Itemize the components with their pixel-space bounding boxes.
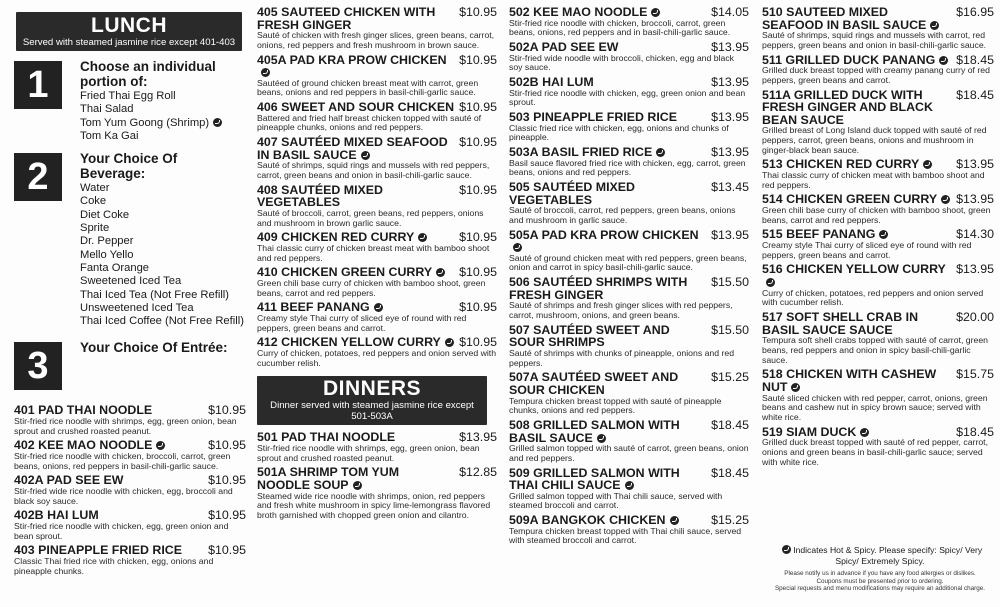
- spicy-icon: [156, 441, 165, 450]
- menu-item-name: [509, 6, 660, 19]
- spicy-icon: [939, 56, 948, 65]
- step-option-label: Sweetened Iced Tea: [80, 275, 182, 288]
- menu-item-description: Sauté of shrimps, squid rings and mussels with red peppers, carrot, green beans and onion in basil-chili-garlic sauce.: [257, 160, 490, 181]
- menu-item: [257, 431, 497, 463]
- step-body: [80, 151, 246, 328]
- menu-item: [762, 426, 994, 468]
- menu-item-description: Thai classic curry of chicken meat with bamboo shoot and red peppers.: [762, 170, 985, 190]
- menu-item-name: [762, 89, 952, 127]
- step-option-label: Sprite: [80, 222, 110, 235]
- menu-item-header: [509, 76, 749, 89]
- spicy-icon: [860, 428, 869, 437]
- step-option-label: Thai Iced Tea (Not Free Refill): [80, 288, 230, 301]
- menu-item: [257, 466, 497, 520]
- menu-item: [762, 6, 994, 51]
- spicy-icon: [418, 233, 427, 242]
- lunch-subtitle: Served with steamed jasmine rice except 401-403: [22, 37, 236, 48]
- menu-item-name-text: 507A SAUTÉED SWEET AND SOUR CHICKEN: [509, 370, 679, 397]
- menu-item-header: [257, 466, 497, 491]
- menu-item-price: $10.95: [208, 438, 246, 453]
- menu-item-description: Classic Thai fried rice with chicken, egg, onions and pineapple chunks.: [14, 556, 214, 576]
- menu-item-description: Stir-fried rice noodle with chicken, egg, green onion and bean sprout.: [14, 521, 229, 541]
- step-title: Choose an individual portion of:: [80, 59, 216, 89]
- menu-item: [762, 263, 994, 308]
- menu-item-name: [257, 466, 455, 491]
- menu-item-description: Stir-fried rice noodle with chicken, egg, green onion and bean sprout.: [509, 87, 746, 108]
- menu-item: [257, 336, 497, 368]
- spicy-icon: [625, 481, 634, 490]
- menu-item-name-text: 510 SAUTEED MIXED SEAFOOD IN BASIL SAUCE: [762, 5, 927, 32]
- menu-item-name-text: 517 SOFT SHELL CRAB IN BASIL SAUCE SAUCE: [762, 310, 919, 337]
- menu-item-name-text: 509A BANGKOK CHICKEN: [509, 513, 666, 528]
- menu-item-price: $13.95: [956, 262, 994, 277]
- menu-item-price: $18.45: [956, 424, 994, 439]
- step-option: [80, 249, 246, 262]
- menu-item-description: Sauté of ground chicken meat with red peppers, green beans, onion and carrot in spicy basil-chili-garlic sauce.: [509, 252, 747, 273]
- spicy-icon: [436, 268, 445, 277]
- menu-item: [762, 368, 994, 422]
- step-title: Your Choice Of Beverage:: [80, 151, 178, 182]
- spicy-icon: [361, 151, 370, 160]
- menu-item-price: $10.95: [459, 135, 497, 150]
- menu-column-3: [509, 6, 749, 549]
- fine-print-line: Please notify us in advance if you have any food allergies or dislikes.: [784, 570, 976, 577]
- step-option: [80, 315, 246, 328]
- menu-item: [14, 474, 246, 506]
- lunch-step: [14, 59, 246, 143]
- menu-item-description: Green chili base curry of chicken with bamboo shoot, green beans, carrot and red peppers.: [257, 277, 486, 298]
- step-option-label: Water: [80, 182, 110, 195]
- menu-item-name: [509, 467, 707, 492]
- menu-item: [14, 544, 246, 576]
- menu-item: [257, 231, 497, 263]
- menu-item-price: $15.50: [711, 275, 749, 290]
- menu-item-price: $16.95: [956, 5, 994, 19]
- step-option-label: Tom Ka Gai: [80, 129, 139, 142]
- spicy-icon: [656, 148, 665, 157]
- menu-item-name-text: 506 SAUTÉED SHRIMPS WITH FRESH GINGER: [509, 275, 688, 302]
- menu-item-name-text: 519 SIAM DUCK: [762, 424, 857, 439]
- spicy-icon: [445, 338, 454, 347]
- menu-item-description: Stir-fried wide noodle with broccoli, chicken, egg and black soy sauce.: [509, 52, 735, 73]
- menu-item: [509, 181, 749, 226]
- dinner-entree-list-1: [257, 431, 497, 520]
- menu-item-header: [762, 311, 994, 336]
- step-option: [80, 209, 246, 222]
- menu-item-price: $10.95: [459, 230, 497, 245]
- menu-item: [257, 136, 497, 181]
- step-options: [80, 182, 246, 328]
- spicy-icon: [782, 545, 791, 554]
- menu-item-name-text: 518 CHICKEN WITH CASHEW NUT: [762, 367, 937, 394]
- menu-column-2: [257, 6, 497, 524]
- menu-item-description: Curry of chicken, potatoes, red peppers and onion served with cucumber relish.: [257, 347, 497, 368]
- menu-notes: [768, 545, 992, 593]
- step-number: 3: [14, 342, 62, 390]
- menu-item-name: [762, 6, 952, 31]
- menu-item-price: $13.95: [459, 430, 497, 445]
- menu-item-name-text: 502 KEE MAO NOODLE: [509, 5, 648, 19]
- menu-item-header: [509, 6, 749, 19]
- spicy-icon: [923, 160, 932, 169]
- menu-item: [509, 514, 749, 546]
- menu-item-description: Basil sauce flavored fried rice with chicken, egg, carrot, green beans, onions and red peppers.: [509, 157, 746, 178]
- spicy-icon: [879, 230, 888, 239]
- step-number: 2: [14, 153, 62, 201]
- step-option: [80, 302, 246, 315]
- menu-item: [257, 54, 497, 99]
- menu-item-name-text: 511A GRILLED DUCK WITH FRESH GINGER AND BLACK BEAN SAUCE: [762, 87, 933, 127]
- menu-item-price: $14.05: [711, 5, 749, 19]
- menu-item-name-text: 514 CHICKEN GREEN CURRY: [762, 192, 938, 207]
- menu-item-price: $15.25: [711, 513, 749, 528]
- menu-item: [14, 404, 246, 436]
- menu-item-name-text: 509 GRILLED SALMON WITH THAI CHILI SAUCE: [509, 465, 680, 493]
- menu-item-description: Stir-fried rice noodle with chicken, broccoli, carrot, green beans, onions, red peppers in basil-chili-garlic sauce.: [14, 451, 231, 471]
- lunch-entree-list-2: [257, 6, 497, 368]
- menu-item-name-text: 401 PAD THAI NOODLE: [14, 403, 153, 418]
- menu-item-price: $13.45: [711, 180, 749, 194]
- menu-item-header: [762, 89, 994, 127]
- menu-item-price: $10.95: [459, 300, 497, 315]
- menu-item-name-text: 402 KEE MAO NOODLE: [14, 438, 153, 453]
- menu-item: [14, 439, 246, 471]
- spicy-legend-text: Indicates Hot & Spicy. Please specify: Spicy/ Very Spicy/ Extremely Spicy.: [793, 545, 983, 566]
- menu-item-header: [509, 324, 749, 349]
- menu-item-name: [509, 146, 665, 159]
- menu-item-name: [257, 136, 455, 161]
- menu-item-name-text: 503 PINEAPPLE FRIED RICE: [509, 110, 678, 124]
- fine-print-line: Coupons must be presented prior to ordering.: [816, 577, 944, 585]
- menu-item-name-text: 402B HAI LUM: [14, 508, 99, 523]
- spicy-icon: [651, 8, 660, 17]
- menu-item-description: Grilled duck breast topped with creamy panang curry of red peppers, green beans and carrot.: [762, 65, 990, 85]
- menu-item-name: [509, 111, 677, 124]
- menu-item-name-text: 507 SAUTÉED SWEET AND SOUR SHRIMPS: [509, 322, 670, 350]
- menu-item: [762, 193, 994, 225]
- menu-item-description: Grilled salmon topped with Thai chili sauce, served with steamed broccoli and carrot.: [509, 490, 723, 511]
- menu-item-name-text: 410 CHICKEN GREEN CURRY: [257, 265, 433, 280]
- menu-item-price: $13.95: [711, 110, 749, 124]
- menu-item-price: $15.25: [711, 370, 749, 385]
- lunch-step: [14, 151, 246, 328]
- menu-item-price: $13.95: [711, 40, 749, 54]
- lunch-title: LUNCH: [91, 14, 167, 37]
- menu-item-description: Battered and fried half breast chicken topped with sauté of pineapple chunks, onions and red peppers.: [257, 112, 482, 133]
- menu-item-name-text: 402A PAD SEE EW: [14, 473, 124, 488]
- menu-item-price: $10.95: [208, 473, 246, 488]
- spicy-icon: [261, 68, 270, 77]
- spicy-icon: [941, 195, 950, 204]
- menu-item-name: [509, 276, 707, 301]
- menu-item-description: Sauté of chicken with fresh ginger slices, green beans, carrot, onions, red peppers and fresh mushroom in brown sauce.: [257, 30, 495, 50]
- menu-item-name: [257, 184, 455, 209]
- step-option: [80, 235, 246, 248]
- menu-item-header: [257, 54, 497, 79]
- step-option: [80, 117, 246, 130]
- menu-item-header: [509, 111, 749, 124]
- menu-item-name: [762, 311, 952, 336]
- menu-item-name: [509, 41, 618, 54]
- menu-item-description: Creamy style Thai curry of sliced eye of round with red peppers, green beans and carrot.: [257, 312, 467, 333]
- menu-item: [509, 6, 749, 38]
- menu-item-price: $13.95: [711, 75, 749, 89]
- menu-item: [509, 76, 749, 108]
- menu-item-name: [509, 181, 707, 206]
- menu-item-price: $18.45: [711, 417, 749, 432]
- menu-item: [509, 146, 749, 178]
- step-number: 1: [14, 61, 62, 109]
- menu-item-name-text: 405 SAUTEED CHICKEN WITH FRESH GINGER: [257, 5, 436, 32]
- menu-item: [257, 101, 497, 133]
- dinners-banner: [257, 376, 487, 425]
- menu-item: [257, 6, 497, 51]
- step-option: [80, 289, 246, 302]
- menu-item-price: $13.95: [956, 157, 994, 172]
- menu-item-name-text: 502B HAI LUM: [509, 75, 594, 89]
- menu-item-name-text: 403 PINEAPPLE FRIED RICE: [14, 543, 183, 558]
- menu-item-price: $13.95: [711, 145, 749, 159]
- dinner-entree-list-3: [762, 6, 994, 467]
- menu-item-name: [257, 54, 455, 79]
- menu-item-name: [257, 6, 455, 31]
- menu-item-description: Tempura chicken breast topped with Thai chili sauce, served with steamed broccoli and carrot.: [509, 525, 742, 546]
- step-title: Your Choice Of Entrée:: [80, 340, 228, 356]
- menu-item-name: [762, 368, 952, 393]
- spicy-icon: [213, 118, 222, 127]
- menu-item: [762, 89, 994, 156]
- menu-item-price: $10.95: [459, 5, 497, 19]
- menu-item-description: Tempura soft shell crabs topped with sauté of carrot, green beans, red peppers and onion in spicy basil-chili-garlic sauce.: [762, 335, 988, 365]
- step-option: [80, 103, 246, 116]
- step-option-label: Dr. Pepper: [80, 235, 134, 248]
- step-option-label: Tom Yum Goong (Shrimp): [80, 116, 210, 129]
- menu-column-4: [762, 6, 994, 470]
- menu-item-name-text: 503A BASIL FRIED RICE: [509, 145, 653, 159]
- step-body: [80, 340, 228, 355]
- menu-item-price: $14.30: [956, 227, 994, 242]
- menu-item-name: [509, 514, 679, 527]
- menu-item-name-text: 508 GRILLED SALMON WITH BASIL SAUCE: [509, 417, 680, 445]
- menu-item-header: [257, 184, 497, 209]
- menu-item: [762, 158, 994, 190]
- menu-item-description: Sauté of broccoli, carrot, green beans, red peppers, onions and mushroom in brown garlic sauce.: [257, 207, 484, 228]
- menu-item-name-text: 409 CHICKEN RED CURRY: [257, 230, 415, 245]
- fine-print-line: Special requests and menu modifications may require an additional charge.: [774, 585, 986, 593]
- menu-item-name-text: 408 SAUTÉED MIXED VEGETABLES: [257, 182, 384, 210]
- menu-item: [509, 324, 749, 369]
- menu-item-header: [762, 263, 994, 288]
- menu-item-description: Steamed wide rice noodle with shrimps, onion, red peppers and fresh white mushroom in spicy lime-lemongrass flavored broth garnished with chopped green onion and cilantro.: [257, 490, 491, 520]
- menu-item-name-text: 405A PAD KRA PROW CHICKEN: [257, 52, 447, 67]
- spicy-icon: [353, 481, 362, 490]
- step-option-label: Thai Iced Coffee (Not Free Refill): [80, 315, 244, 328]
- menu-item-header: [509, 146, 749, 159]
- menu-item-name-text: 516 CHICKEN YELLOW CURRY: [762, 262, 946, 277]
- menu-item-header: [509, 514, 749, 527]
- menu-item-price: $12.85: [459, 465, 497, 480]
- menu-item-header: [509, 419, 749, 444]
- menu-item: [509, 276, 749, 321]
- menu-item-description: Grilled duck breast topped with sauté of red pepper, carrot, onions and green beans in basil-chili-garlic sauce; served with white rice.: [762, 437, 989, 467]
- step-option: [80, 275, 246, 288]
- spicy-icon: [766, 278, 775, 287]
- spicy-icon: [374, 303, 383, 312]
- menu-item-description: Classic fried rice with chicken, egg, onions and chunks of pineapple.: [509, 122, 729, 143]
- menu-item-header: [257, 136, 497, 161]
- menu-item-name-text: 412 CHICKEN YELLOW CURRY: [257, 335, 441, 350]
- step-option: [80, 222, 246, 235]
- step-option: [80, 182, 246, 195]
- menu-item-price: $10.95: [459, 182, 497, 197]
- menu-column-1: [14, 6, 246, 579]
- menu-item: [762, 228, 994, 260]
- step-option: [80, 90, 246, 103]
- menu-item-name-text: 411 BEEF PANANG: [257, 300, 370, 315]
- spicy-legend: [768, 545, 992, 566]
- menu-item-description: Stir-fried rice noodle with shrimps, egg, green onion, bean sprout and crushed roasted peanut.: [14, 416, 237, 436]
- spicy-icon: [930, 21, 939, 30]
- menu-item-name-text: 501 PAD THAI NOODLE: [257, 430, 396, 445]
- step-option: [80, 262, 246, 275]
- menu-item: [762, 54, 994, 86]
- menu-item-header: [509, 371, 749, 396]
- menu-item-price: $13.95: [956, 192, 994, 207]
- menu-item-header: [762, 368, 994, 393]
- lunch-entree-list: [14, 404, 246, 576]
- menu-item-description: Sauté sliced chicken with red pepper, carrot, onions, green beans and cashew nut in spicy brown sauce; served with white rice.: [762, 392, 988, 422]
- menu-item-price: $10.95: [459, 100, 497, 115]
- menu-item-price: $20.00: [956, 310, 994, 325]
- menu-item: [14, 509, 246, 541]
- dinner-entree-list-2: [509, 6, 749, 546]
- step-option-label: Fried Thai Egg Roll: [80, 90, 176, 102]
- menu-item-price: $15.50: [711, 322, 749, 337]
- spicy-icon: [791, 383, 800, 392]
- menu-item-description: Creamy style Thai curry of sliced eye of round with red peppers, green beans and carrot.: [762, 240, 972, 260]
- menu-item-description: Grilled salmon topped with sauté of carrot, green beans, onion and red peppers.: [509, 443, 749, 463]
- menu-item: [509, 111, 749, 143]
- menu-item-description: Green chili base curry of chicken with bamboo shoot, green beans, carrot and red peppers.: [762, 205, 991, 225]
- menu-item-description: Sauté of shrimps and fresh ginger slices with red peppers, carrot, mushroom, onions, and green beans.: [509, 300, 733, 321]
- menu-item-description: Curry of chicken, potatoes, red peppers and onion served with cucumber relish.: [762, 287, 984, 308]
- menu-item: [257, 301, 497, 333]
- menu-item-name: [509, 371, 707, 396]
- menu-item: [509, 467, 749, 512]
- menu-item-description: Tempura chicken breast topped with sauté of pineapple chunks, onions and red peppers.: [509, 395, 722, 416]
- menu-item-description: Grilled breast of Long Island duck topped with sauté of red peppers, carrot, green beans, onions and mushroom in ginger-black bean sauce.: [762, 125, 987, 155]
- menu-item-name: [762, 263, 952, 288]
- dinners-subtitle: Dinner served with steamed jasmine rice except 501-503A: [270, 400, 474, 423]
- menu-item-price: $10.95: [459, 335, 497, 350]
- menu-item-price: $10.95: [459, 265, 497, 280]
- dinners-title: DINNERS: [322, 377, 421, 401]
- menu-item-description: Stir-fried rice noodle with chicken, broccoli, carrot, green beans, onions, red peppers and in basil-chili-garlic sauce.: [509, 17, 731, 38]
- menu-item-header: [509, 181, 749, 206]
- menu-item-name-text: 505A PAD KRA PROW CHICKEN: [509, 227, 699, 242]
- menu-item-price: $18.45: [956, 87, 994, 102]
- menu-item-header: [257, 6, 497, 31]
- menu-item-description: Sauté of shrimps with chunks of pineapple, onions and red peppers.: [509, 347, 735, 368]
- menu-item: [762, 311, 994, 365]
- step-options: [80, 90, 246, 143]
- menu-item-header: [509, 41, 749, 54]
- menu-item-name: [257, 101, 454, 114]
- menu-item-description: Stir-fried rice noodle with shrimps, egg, green onion, bean sprout and crushed roasted peanut.: [257, 442, 480, 463]
- menu-item-price: $15.75: [956, 367, 994, 382]
- fine-print: [768, 570, 992, 593]
- menu-item-name-text: 501A SHRIMP TOM YUM NOODLE SOUP: [257, 465, 400, 492]
- menu-item-header: [509, 467, 749, 492]
- menu-item-name-text: 511 GRILLED DUCK PANANG: [762, 52, 936, 67]
- menu-item-header: [509, 229, 749, 254]
- menu-item: [509, 371, 749, 416]
- step-option-label: Unsweetened Iced Tea: [80, 301, 194, 314]
- step-option-label: Thai Salad: [80, 103, 134, 116]
- menu-item-price: $10.95: [459, 52, 497, 67]
- menu-item-name-text: 513 CHICKEN RED CURRY: [762, 157, 920, 172]
- menu-item-price: $18.45: [711, 465, 749, 480]
- spicy-icon: [670, 516, 679, 525]
- menu-item-description: Thai classic curry of chicken breast meat with bamboo shoot and red peppers.: [257, 242, 490, 263]
- menu-item-price: $10.95: [208, 543, 246, 558]
- menu-item-price: $10.95: [208, 508, 246, 523]
- menu-item: [509, 419, 749, 464]
- menu-item-price: $10.95: [208, 403, 246, 418]
- menu-item-price: $18.45: [956, 52, 994, 67]
- step-option: [80, 195, 246, 208]
- step-option: [80, 130, 246, 143]
- menu-item-name-text: 502A PAD SEE EW: [509, 40, 619, 54]
- menu-item-header: [762, 6, 994, 31]
- spicy-icon: [597, 434, 606, 443]
- menu-item-description: Stir-fried wide rice noodle with chicken, egg, broccoli and black soy sauce.: [14, 486, 233, 506]
- lunch-steps: [14, 59, 246, 390]
- menu-item-description: Sauté of broccoli, carrot, red peppers, green beans, onions and mushroom in garlic sauce.: [509, 205, 736, 225]
- menu-item-price: $13.95: [711, 227, 749, 242]
- step-option-label: Coke: [80, 195, 107, 208]
- menu-item-name: [509, 324, 707, 349]
- menu-item: [509, 229, 749, 274]
- menu-item-name-text: 505 SAUTÉED MIXED VEGETABLES: [509, 180, 636, 207]
- menu-item-name-text: 407 SAUTÉED MIXED SEAFOOD IN BASIL SAUCE: [257, 135, 448, 162]
- step-option-label: Mello Yello: [80, 248, 134, 261]
- menu-item-header: [257, 101, 497, 114]
- lunch-banner: [16, 12, 242, 51]
- menu-item: [257, 184, 497, 229]
- menu-item-description: Sautéed of ground chicken breast meat with carrot, green beans, onions and red peppers in basil-chili-garlic sauce.: [257, 77, 479, 98]
- spicy-icon: [513, 243, 522, 252]
- menu-item-name-text: 515 BEEF PANANG: [762, 227, 876, 242]
- step-option-label: Diet Coke: [80, 208, 130, 221]
- step-option-label: Fanta Orange: [80, 261, 150, 274]
- menu-item-name: [509, 229, 707, 254]
- step-body: [80, 59, 246, 143]
- menu-item: [509, 41, 749, 73]
- menu-item-header: [509, 276, 749, 301]
- menu-item-description: Sauté of shrimps, squid rings and mussels with carrot, red peppers, green beans and onion in basil-chili-garlic sauce.: [762, 30, 987, 50]
- menu-item-name: [509, 76, 594, 89]
- menu-item-name: [509, 419, 707, 444]
- lunch-step: [14, 340, 246, 390]
- menu-item-name-text: 406 SWEET AND SOUR CHICKEN: [257, 100, 455, 115]
- menu-item: [257, 266, 497, 298]
